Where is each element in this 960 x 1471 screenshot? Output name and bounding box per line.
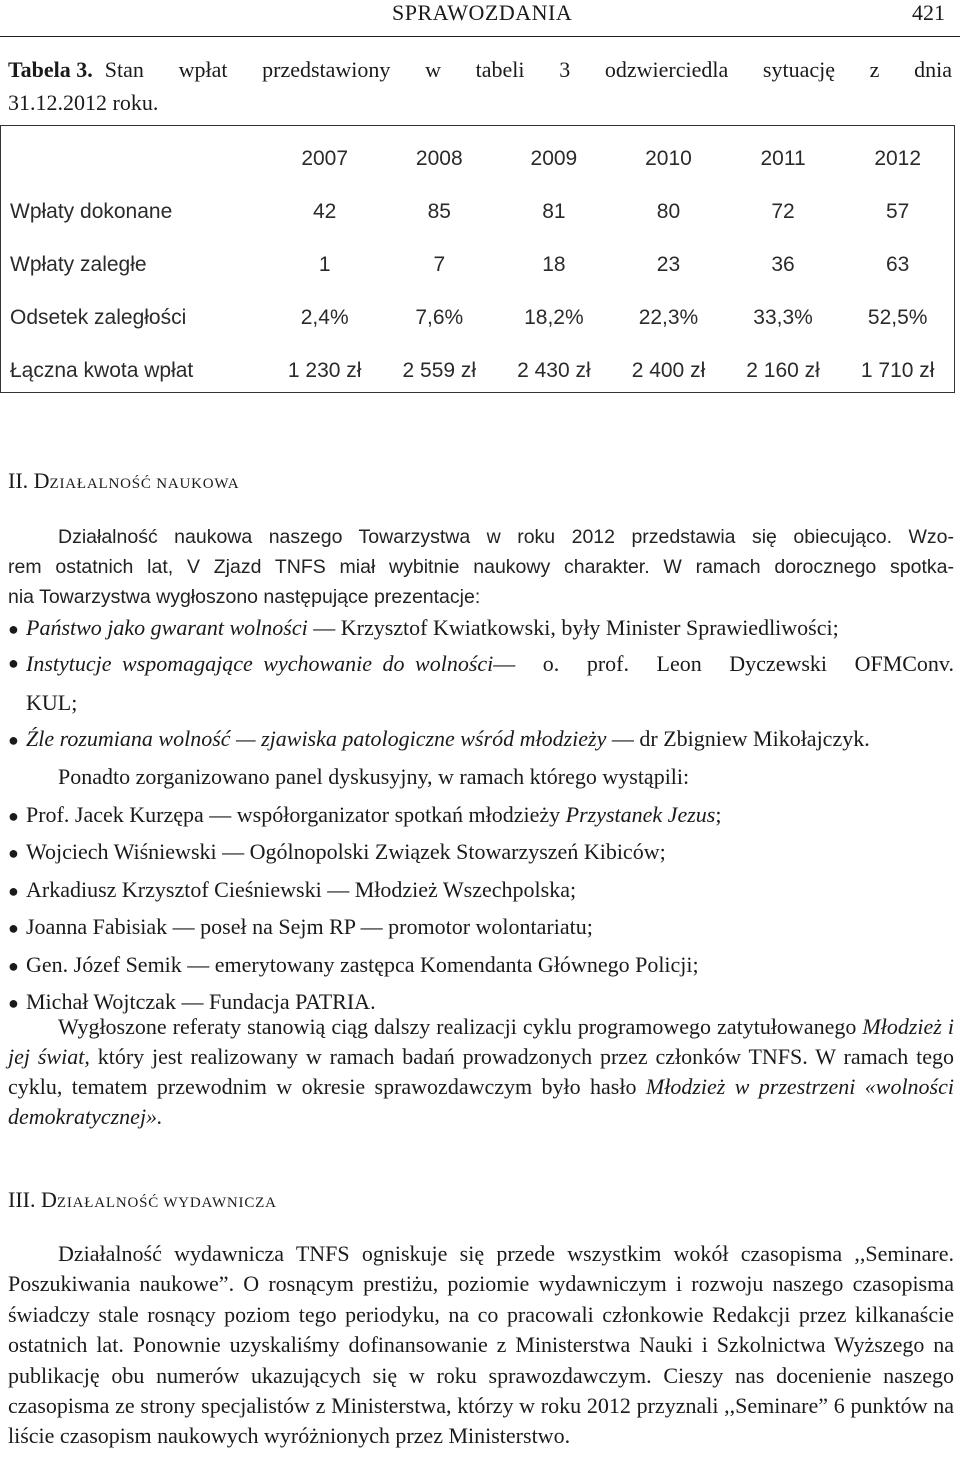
table-caption-date: 31.12.2012 roku. (8, 90, 159, 115)
section-number: II. (8, 468, 29, 493)
table-cell: 7 (433, 252, 446, 276)
panelist-text: Prof. Jacek Kurzępa — współorganizator spotkań młodzieży (26, 802, 566, 827)
table-cell: 18 (542, 252, 566, 276)
table-cell: 2,4% (300, 305, 349, 329)
paragraph-line (8, 522, 954, 552)
table-caption-label: Tabela 3. (8, 57, 93, 82)
table-cell: 18,2% (524, 305, 584, 329)
motto-title: Młodzież w przestrzeni «wolności demokratycznej». (8, 1074, 954, 1129)
panelist-italic: Przystanek Jezus (565, 802, 716, 827)
panelist-text: Gen. Józef Semik — emerytowany zastępca Komendanta Głównego Policji; (26, 951, 699, 977)
table-row (0, 238, 955, 291)
paragraph-text: Działalność naukowa naszego Towarzystwa w roku 2012 przedstawia się obiecująco. Wzo- (58, 526, 954, 548)
table-cell: 2 430 zł (517, 358, 591, 382)
cycle-title: Młodzież i jej świat (8, 1014, 954, 1069)
paragraph-text: , który jest realizowany w ramach badań prowadzonych przez członków TNFS. W ramach tego cyklu, tematem przewodnim w okresie sprawozdawczym było hasło (8, 1044, 954, 1099)
table-cell: 1 (318, 252, 331, 276)
section-heading (8, 1183, 277, 1220)
table-cell: 1 710 zł (860, 358, 935, 382)
table-header-row (0, 132, 955, 185)
section-title: ZIAŁALNOŚĆ WYDAWNICZA (56, 1195, 277, 1211)
table-cell: 57 (886, 199, 910, 223)
table-row (0, 185, 955, 238)
referaty-paragraph (8, 1012, 954, 1132)
presentation-title: Źle rozumiana wolność — zjawiska patologiczne wśród młodzieży (26, 726, 607, 751)
bullet-icon: ● (8, 955, 19, 976)
table-caption (8, 53, 952, 119)
year-header: 2012 (874, 146, 922, 170)
table-corner-cell (0, 132, 267, 185)
bullet-icon: ● (8, 880, 19, 901)
table-cell: 2 160 zł (746, 358, 820, 382)
year-header: 2011 (760, 146, 806, 170)
bullet-icon: ● (8, 993, 19, 1014)
year-header: 2008 (415, 146, 463, 170)
list-item (8, 611, 954, 647)
table-cell: 33,3% (753, 305, 813, 329)
running-header-title: SPRAWOZDANIA (392, 0, 573, 25)
table-cell: 2 400 zł (631, 358, 706, 382)
panelist-text: Joanna Fabisiak — poseł na Sejm RP — promotor wolontariatu; (26, 914, 593, 940)
presentations-list (8, 611, 954, 680)
paragraph-text: Wygłoszone referaty stanowią ciąg dalszy realizacji cyklu programowego zatytułowanego (58, 1014, 863, 1039)
section-paragraph: Działalność wydawnicza TNFS ogniskuje się przede wszystkim wokół czasopisma ,,Seminare. Poszukiwania naukowe”. O rosnącym prestiżu, poziomie wydawniczym i rozwoju naszego czasopisma świadczy stale rosnący poziom tego periodyku, na co pracowali członkowie Redakcji przez kilkanaście ostatnich lat. Ponownie uzyskaliśmy dofinansowanie z Ministerstwa Nauki i Szkolnictwa Wyższego na publikację obu numerów ukazujących się w roku sprawozdawczym. Cieszy nas docenienie naszego czasopisma ze strony specjalistów z Ministerstwa, którzy w roku 2012 przyznali ,,Seminare” 6 punktów na liście czasopism naukowych wyróżnionych przez Ministerstwo. (8, 1241, 954, 1449)
presentation-title: Państwo jako gwarant wolności (26, 615, 308, 640)
row-label: Odsetek zaległości (10, 305, 187, 329)
panelist-text: Michał Wojtczak — Fundacja PATRIA. (26, 989, 376, 1015)
table-cell: 80 (656, 199, 681, 223)
section-title-initial: D (40, 1187, 57, 1212)
table-cell: 22,3% (638, 305, 699, 329)
bullet-icon: ● (8, 918, 19, 939)
bullet-icon: ● (8, 652, 19, 673)
year-header: 2009 (530, 146, 578, 170)
table-cell: 23 (656, 252, 681, 276)
paragraph-line (8, 552, 954, 582)
section-paragraph (8, 522, 954, 612)
table-row (0, 344, 955, 397)
panelists-list (8, 797, 954, 1021)
running-header (0, 0, 960, 37)
table-cell: 2 559 zł (402, 358, 477, 382)
paragraph-text: rem ostatnich lat, V Zjazd TNFS miał wybitnie naukowy charakter. W ramach dorocznego spotka- (8, 556, 954, 578)
table-cell: 1 230 zł (287, 358, 362, 382)
list-item (8, 797, 954, 834)
table-caption-text: Stan wpłat przedstawiony w tabeli 3 odzwierciedla sytuację z dnia (104, 57, 952, 82)
payments-table (0, 132, 955, 397)
presentation-speaker: — o. prof. Leon Dyczewski OFMConv. (493, 650, 954, 676)
section-title: ZIAŁALNOŚĆ NAUKOWA (49, 476, 240, 492)
table-cell: 72 (771, 199, 795, 223)
panelist-text: Wojciech Wiśniewski — Ogólnopolski Związek Stowarzyszeń Kibiców; (26, 839, 666, 865)
list-item-continuation: KUL; (26, 690, 78, 715)
table-cell: 63 (886, 252, 910, 276)
section-title-initial: D (33, 468, 50, 493)
row-label: Wpłaty dokonane (10, 199, 173, 223)
row-label: Łączna kwota wpłat (10, 358, 194, 382)
year-header: 2007 (301, 146, 349, 170)
bullet-icon: ● (8, 806, 19, 826)
table-cell: 7,6% (415, 305, 464, 329)
list-item (8, 872, 954, 909)
table-row (0, 291, 955, 344)
bullet-icon: ● (8, 619, 19, 639)
table-cell: 81 (542, 199, 566, 223)
table-cell: 85 (427, 199, 451, 223)
presentation-title: Instytucje wspomagające wychowanie do wolności (26, 650, 494, 676)
page-number: 421 (912, 0, 945, 25)
bullet-icon: ● (8, 730, 19, 750)
table-cell: 36 (771, 252, 795, 276)
list-item (8, 647, 954, 681)
section-heading (8, 464, 239, 501)
list-item (8, 722, 958, 757)
list-item (8, 909, 954, 946)
year-header: 2010 (645, 146, 692, 170)
list-item (8, 834, 954, 871)
list-item (8, 947, 954, 984)
presentation-speaker: — Krzysztof Kwiatkowski, były Minister Sprawiedliwości; (307, 615, 839, 640)
panelist-text: Arkadiusz Krzysztof Cieśniewski — Młodzież Wszechpolska; (26, 876, 577, 902)
section-number: III. (8, 1187, 36, 1212)
table-cell: 42 (313, 199, 337, 223)
table-cell: 52,5% (867, 305, 928, 329)
paragraph-text: nia Towarzystwa wygłoszono następujące prezentacje: (8, 586, 481, 608)
presentation-speaker: — dr Zbigniew Mikołajczyk. (606, 726, 870, 751)
row-label: Wpłaty zaległe (10, 252, 147, 276)
bullet-icon: ● (8, 843, 19, 864)
panel-intro: Ponadto zorganizowano panel dyskusyjny, w ramach którego wystąpili: (58, 764, 690, 789)
panelist-tail: ; (715, 802, 722, 827)
